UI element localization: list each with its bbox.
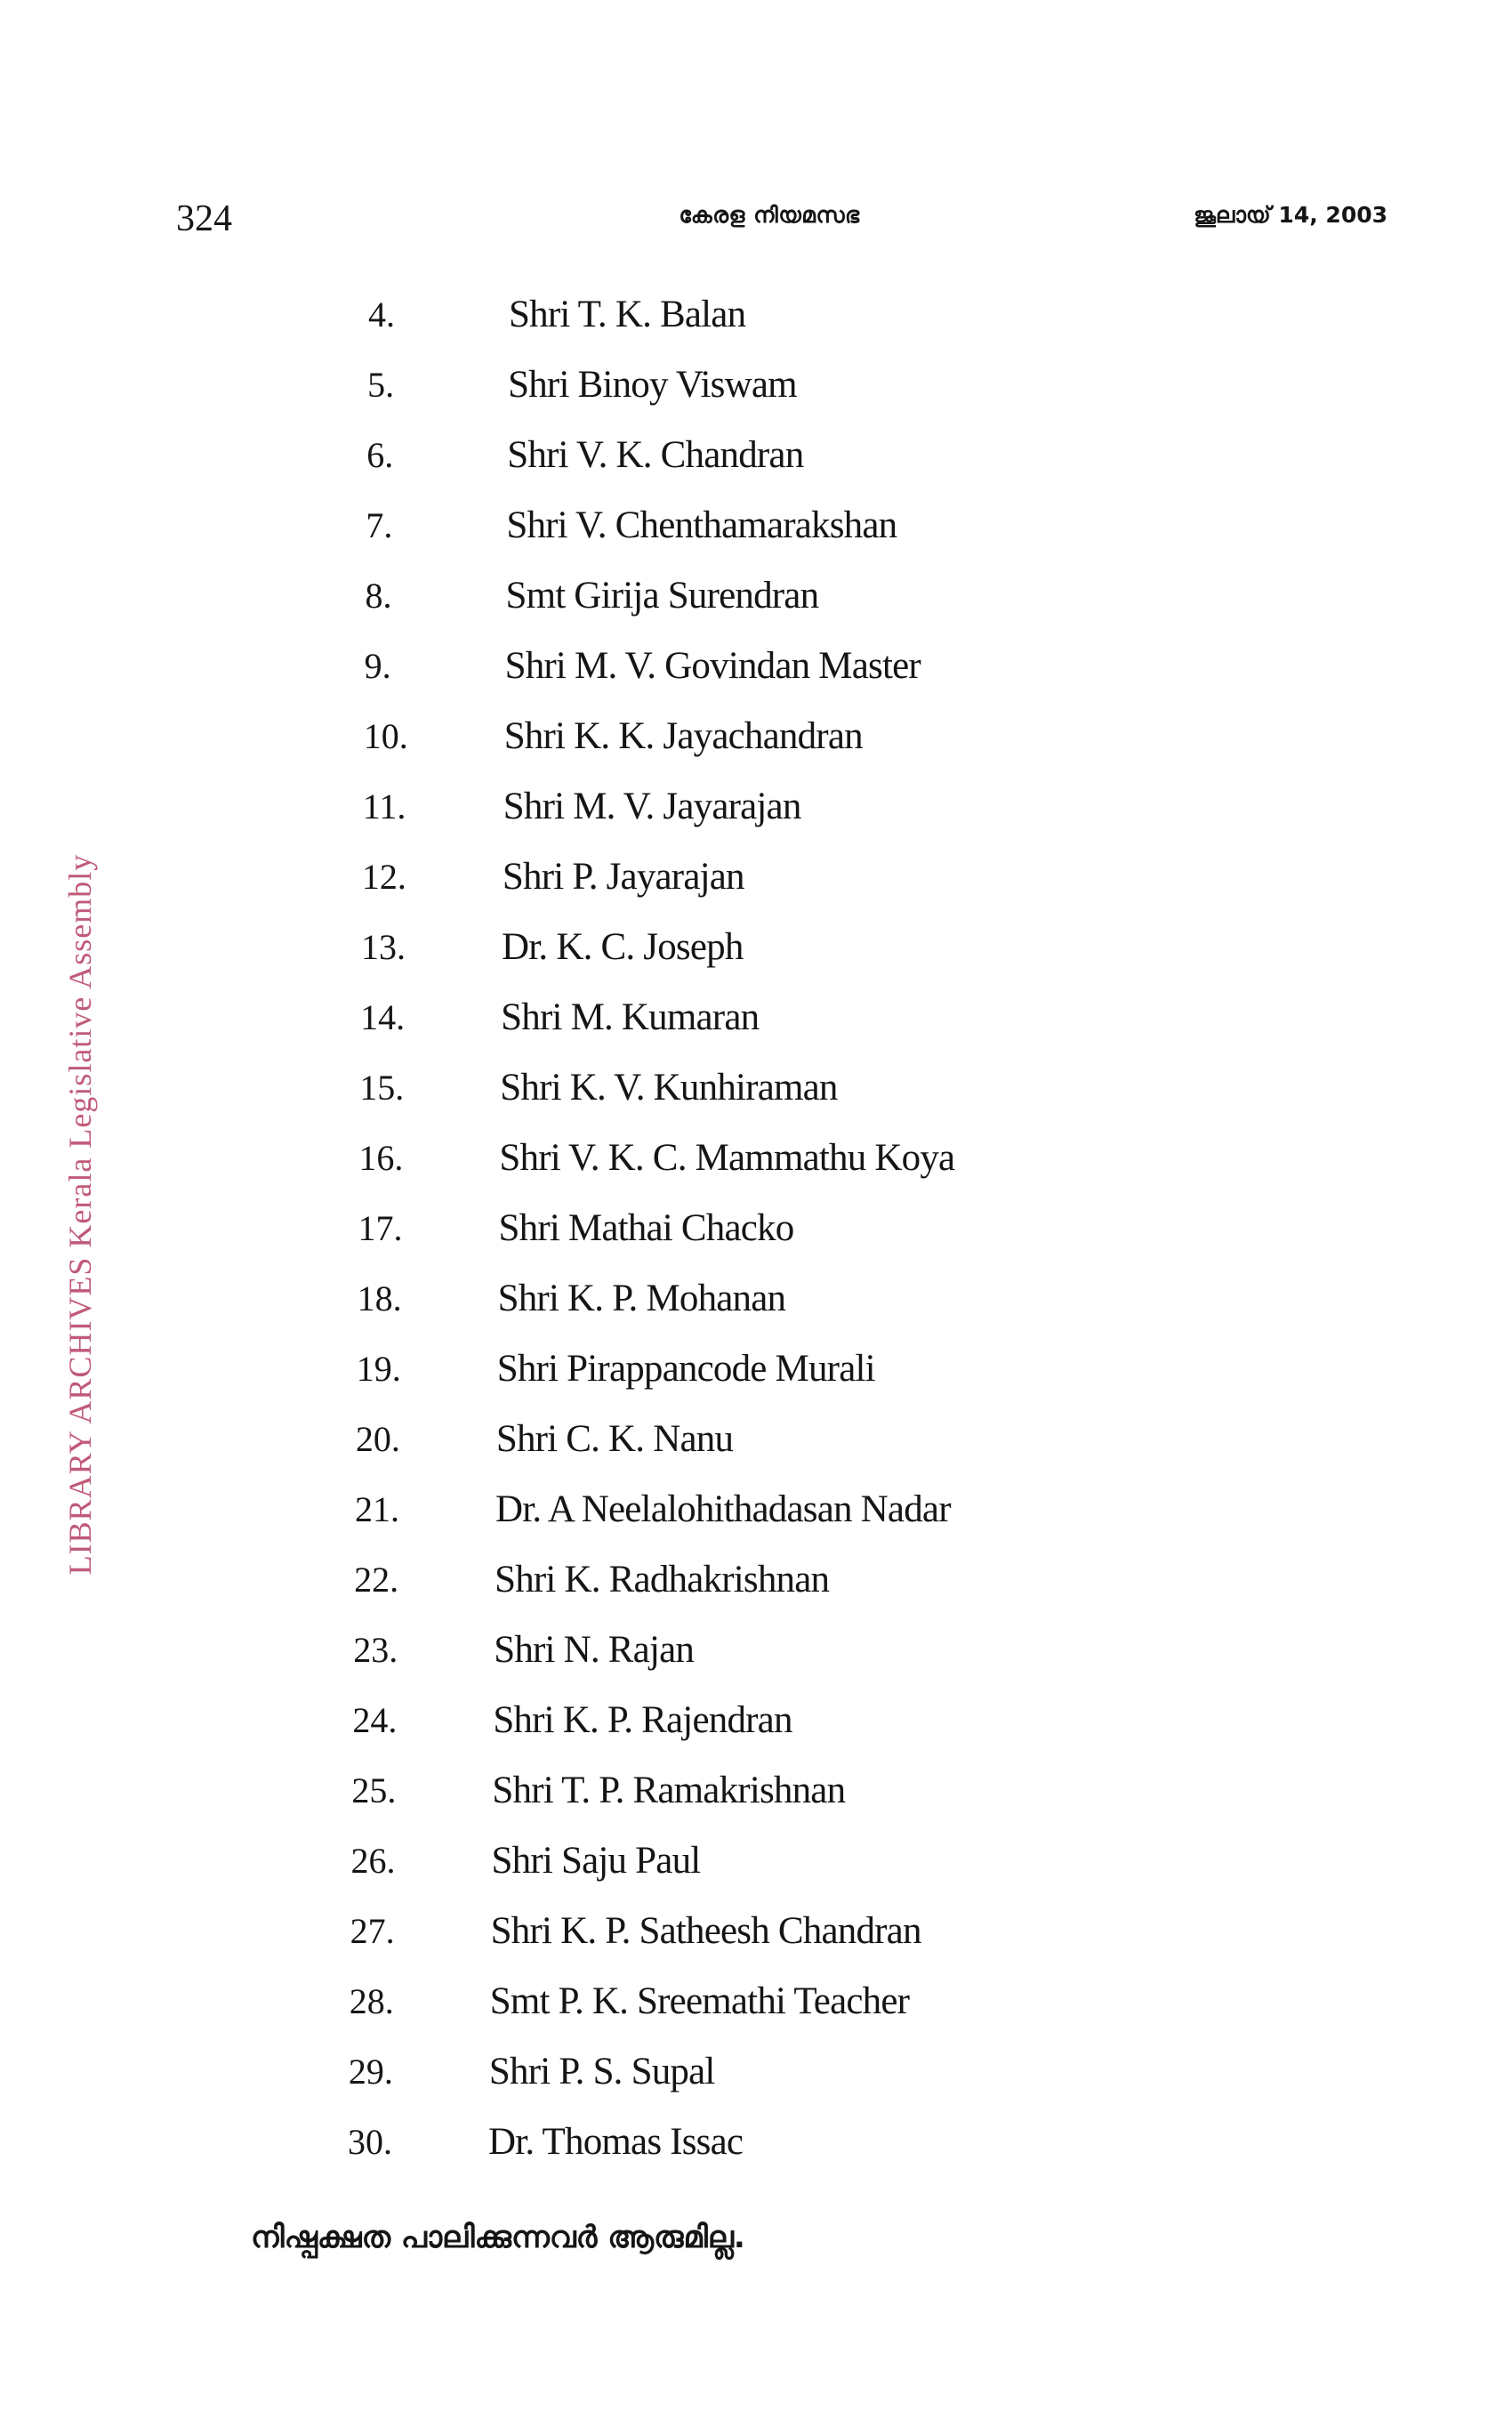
member-number: 29.	[348, 2052, 393, 2092]
member-name: Shri N. Rajan	[494, 1629, 695, 1671]
member-number: 27.	[350, 1911, 395, 1951]
member-number: 30.	[348, 2122, 393, 2162]
list-item	[0, 1625, 1512, 1687]
list-item	[0, 781, 1512, 843]
member-name: Shri T. K. Balan	[509, 294, 746, 335]
list-item	[0, 641, 1512, 703]
member-number: 18.	[357, 1278, 402, 1318]
running-title: കേരള നിയമസഭ	[679, 202, 860, 228]
member-number: 6.	[366, 435, 394, 475]
list-item	[0, 1976, 1512, 2038]
member-name: Shri M. V. Jayarajan	[503, 786, 801, 827]
member-name: Dr. Thomas Issac	[488, 2121, 744, 2163]
list-item	[0, 922, 1512, 984]
list-item	[0, 1203, 1512, 1265]
page-number: 324	[176, 198, 232, 239]
member-name: Shri K. P. Mohanan	[497, 1278, 786, 1319]
member-name: Shri P. Jayarajan	[502, 856, 744, 898]
member-number: 25.	[351, 1770, 397, 1810]
list-item	[0, 992, 1512, 1054]
member-number: 20.	[355, 1419, 400, 1459]
member-name: Shri Binoy Viswam	[508, 364, 797, 406]
member-name: Shri Mathai Chacko	[498, 1207, 794, 1249]
list-item	[0, 289, 1512, 351]
list-item	[0, 1835, 1512, 1898]
list-item	[0, 2117, 1512, 2179]
member-name: Shri K. P. Rajendran	[493, 1699, 792, 1741]
member-number: 14.	[360, 997, 406, 1037]
closing-note: നിഷ്പക്ഷത പാലിക്കുന്നവർ ആരുമില്ല.	[251, 2220, 745, 2255]
member-number: 28.	[349, 1981, 394, 2021]
member-number: 12.	[361, 857, 406, 897]
side-watermark: LIBRARY ARCHIVES Kerala Legislative Assembly	[62, 853, 98, 1576]
member-name: Smt Girija Surendran	[505, 575, 819, 617]
member-number: 4.	[368, 294, 395, 335]
member-name: Smt P. K. Sreemathi Teacher	[489, 1980, 910, 2022]
list-item	[0, 1484, 1512, 1546]
member-number: 11.	[362, 786, 406, 826]
list-item	[0, 500, 1512, 562]
list-item	[0, 1273, 1512, 1335]
member-number: 26.	[350, 1841, 396, 1881]
member-name: Shri K. V. Kunhiraman	[500, 1067, 838, 1109]
member-number: 24.	[352, 1700, 398, 1740]
member-name: Shri V. Chenthamarakshan	[506, 504, 897, 546]
member-name: Shri K. K. Jayachandran	[503, 715, 863, 757]
member-number: 23.	[353, 1630, 398, 1670]
list-item	[0, 1062, 1512, 1125]
member-number: 21.	[354, 1489, 399, 1529]
member-name: Shri K. Radhakrishnan	[495, 1559, 830, 1601]
member-name: Shri C. K. Nanu	[495, 1418, 734, 1460]
member-name: Shri V. K. C. Mammathu Koya	[499, 1137, 955, 1179]
list-item	[0, 2046, 1512, 2109]
member-name: Shri T. P. Ramakrishnan	[492, 1770, 846, 1811]
list-item	[0, 359, 1512, 422]
list-item	[0, 430, 1512, 492]
member-number: 9.	[364, 646, 391, 686]
member-number: 19.	[356, 1349, 401, 1389]
member-name: Shri M. V. Govindan Master	[504, 645, 921, 687]
list-item	[0, 1765, 1512, 1827]
member-name: Shri M. Kumaran	[501, 996, 760, 1038]
member-name: Dr. A Neelalohithadasan Nadar	[495, 1488, 951, 1530]
member-name: Shri Saju Paul	[491, 1840, 701, 1882]
member-number: 16.	[358, 1138, 404, 1178]
list-item	[0, 1906, 1512, 1968]
member-number: 22.	[354, 1560, 399, 1600]
member-number: 8.	[365, 576, 392, 616]
list-item	[0, 1343, 1512, 1406]
member-number: 7.	[366, 505, 393, 545]
member-name: Shri V. K. Chandran	[507, 434, 804, 476]
member-number: 17.	[358, 1208, 403, 1248]
list-item	[0, 570, 1512, 633]
member-number: 10.	[363, 716, 408, 756]
list-item	[0, 1695, 1512, 1757]
member-number: 15.	[359, 1068, 405, 1108]
list-item	[0, 851, 1512, 914]
member-name: Shri K. P. Satheesh Chandran	[490, 1910, 921, 1952]
member-number: 13.	[361, 927, 406, 967]
list-item	[0, 1554, 1512, 1617]
list-item	[0, 711, 1512, 773]
member-name: Shri Pirappancode Murali	[496, 1348, 875, 1390]
list-item	[0, 1414, 1512, 1476]
member-name: Shri P. S. Supal	[488, 2051, 715, 2092]
member-name: Dr. K. C. Joseph	[502, 926, 744, 968]
member-number: 5.	[367, 365, 395, 405]
list-item	[0, 1133, 1512, 1195]
running-date: ജൂലായ് 14, 2003	[1194, 202, 1387, 228]
